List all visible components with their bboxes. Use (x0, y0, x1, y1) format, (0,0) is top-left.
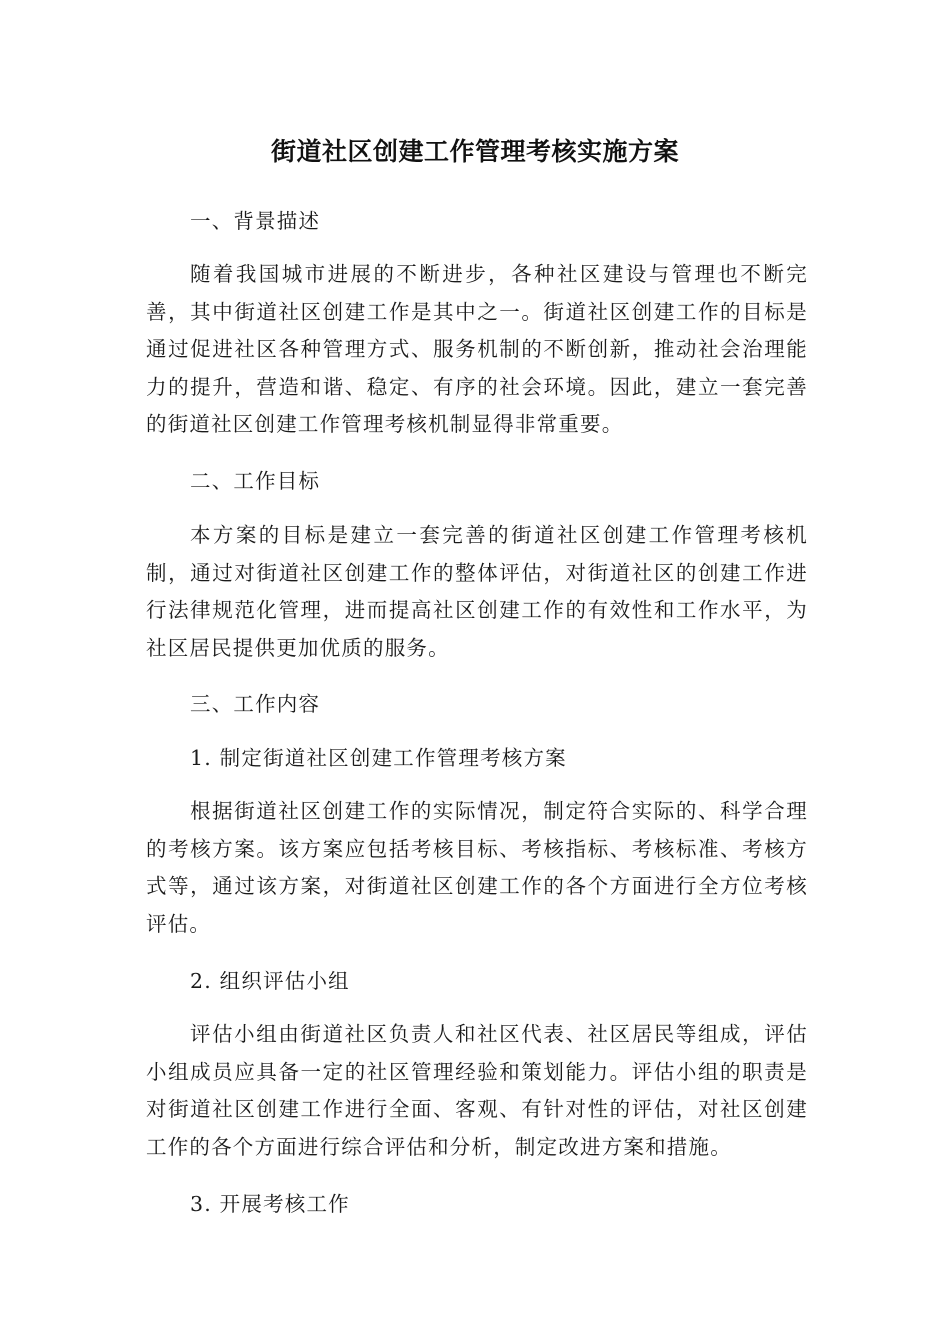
section-heading-goals: 二、工作目标 (190, 469, 321, 493)
paragraph-evaluation-team: 评估小组由街道社区负责人和社区代表、社区居民等组成，评估小组成员应具备一定的社区管理经验和策划能力。评估小组的职责是对街道社区创建工作进行全面、客观、有针对性的评估，对社区创建工作的各个方面进行综合评估和分析，制定改进方案和措施。 (146, 1022, 808, 1159)
document-title: 街道社区创建工作管理考核实施方案 (270, 137, 679, 166)
paragraph-background: 随着我国城市进展的不断进步，各种社区建设与管理也不断完善，其中街道社区创建工作是其中之一。街道社区创建工作的目标是通过促进社区各种管理方式、服务机制的不断创新，推动社会治理能力的提升，营造和谐、稳定、有序的社会环境。因此，建立一套完善的街道社区创建工作管理考核机制显得非常重要。 (146, 262, 808, 436)
paragraph-plan: 根据街道社区创建工作的实际情况，制定符合实际的、科学合理的考核方案。该方案应包括考核目标、考核指标、考核标准、考核方式等，通过该方案，对街道社区创建工作的各个方面进行全方位考核评估。 (146, 799, 808, 936)
paragraph-goals: 本方案的目标是建立一套完善的街道社区创建工作管理考核机制，通过对街道社区创建工作的整体评估，对街道社区的创建工作进行法律规范化管理，进而提高社区创建工作的有效性和工作水平，为社区居民提供更加优质的服务。 (146, 523, 808, 660)
section-heading-content: 三、工作内容 (190, 692, 321, 716)
section-heading-background: 一、背景描述 (190, 209, 321, 233)
subsection-heading-evaluation-team: 2. 组织评估小组 (190, 969, 350, 993)
subsection-heading-plan: 1. 制定街道社区创建工作管理考核方案 (190, 746, 567, 770)
subsection-heading-assessment: 3. 开展考核工作 (190, 1192, 350, 1216)
